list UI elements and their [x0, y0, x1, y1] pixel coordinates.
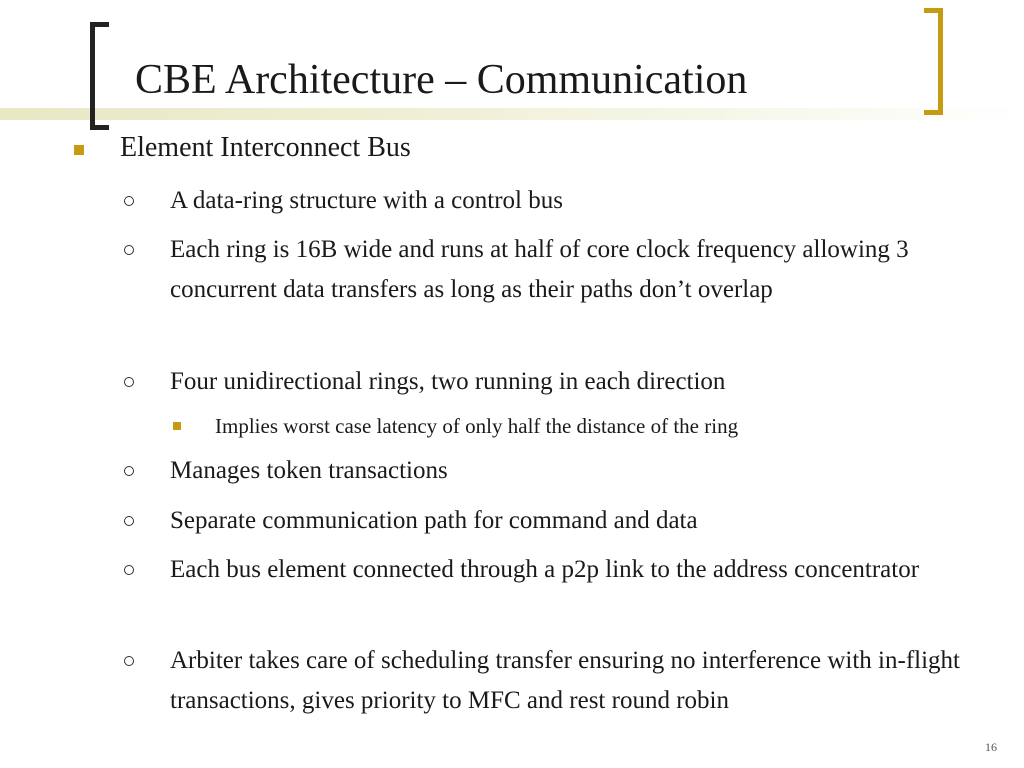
circle-bullet-icon [124, 245, 134, 255]
bullet-unidirectional-rings: Four unidirectional rings, two running in each direction [170, 368, 726, 395]
square-bullet-icon [74, 145, 84, 155]
circle-bullet-icon [124, 565, 134, 575]
circle-bullet-icon [124, 656, 134, 666]
square-bullet-icon [173, 422, 181, 430]
bullet-data-ring-structure: A data-ring structure with a control bus [170, 187, 563, 214]
page-number: 16 [985, 740, 997, 754]
sub-bullet-worst-case-latency: Implies worst case latency of only half the distance of the ring [215, 414, 739, 438]
bullet-p2p-link: Each bus element connected through a p2p link to the address concentrator [170, 556, 920, 583]
circle-bullet-icon [124, 516, 134, 526]
circle-bullet-icon [124, 466, 134, 476]
bullet-separate-paths: Separate communication path for command and data [170, 507, 698, 534]
circle-bullet-icon [124, 377, 134, 387]
bullet-arbiter: Arbiter takes care of scheduling transfer ensuring no interference with in-flight transactions, gives priority to MFC and rest round robin [170, 647, 960, 714]
circle-bullet-icon [124, 196, 134, 206]
bullet-element-interconnect-bus: Element Interconnect Bus [120, 132, 411, 163]
bullet-ring-width: Each ring is 16B wide and runs at half of core clock frequency allowing 3 concurrent data transfers as long as their paths don’t overlap [170, 236, 909, 303]
bullet-token-transactions: Manages token transactions [170, 457, 448, 484]
slide-title: CBE Architecture – Communication [135, 57, 748, 103]
